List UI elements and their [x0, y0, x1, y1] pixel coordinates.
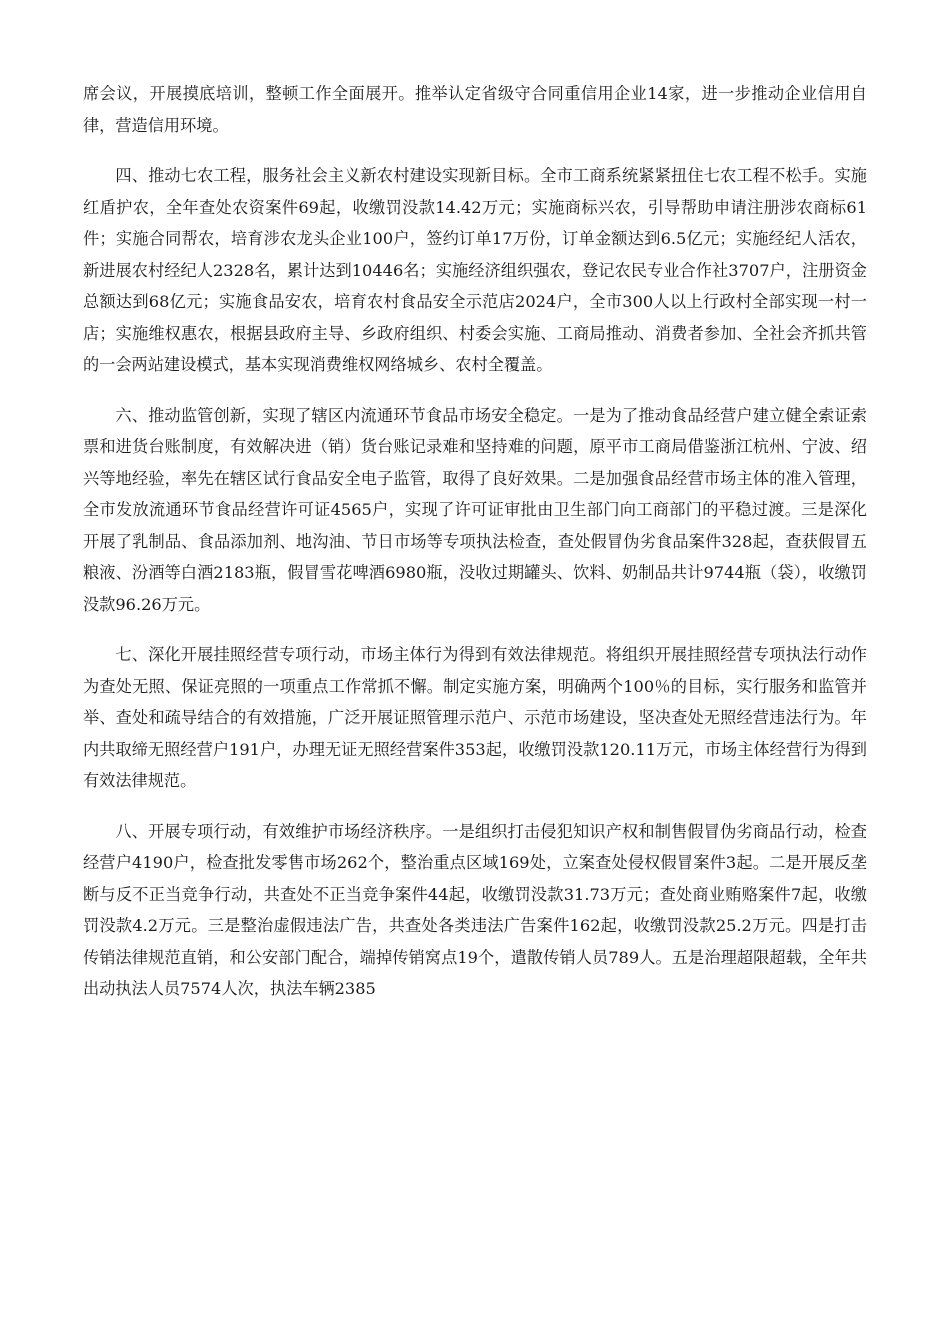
- paragraph-food-safety-supervision: 六、推动监管创新，实现了辖区内流通环节食品市场安全稳定。一是为了推动食品经营户建立健全索证索票和进货台账制度，有效解决进（销）货台账记录难和坚持难的问题，原平市工商局借鉴浙江杭州、宁波、绍兴等地经验，率先在辖区试行食品安全电子监管，取得了良好效果。二是加强食品经营市场主体的准入管理，全市发放流通环节食品经营许可证4565户，实现了许可证审批由卫生部门向工商部门的平稳过渡。三是深化开展了乳制品、食品添加剂、地沟油、节日市场等专项执法检查，查处假冒伪劣食品案件328起，查获假冒五粮液、汾酒等白酒2183瓶，假冒雪花啤酒6980瓶，没收过期罐头、饮料、奶制品共计9744瓶（袋），收缴罚没款96.26万元。: [83, 405, 867, 614]
- paragraph-continued: 席会议，开展摸底培训，整顿工作全面展开。推举认定省级守合同重信用企业14家，进一步推动企业信用自律，营造信用环境。: [83, 84, 867, 135]
- paragraph-license-display-campaign: 七、深化开展挂照经营专项行动，市场主体行为得到有效法律规范。将组织开展挂照经营专项执法行动作为查处无照、保证亮照的一项重点工作常抓不懈。制定实施方案，明确两个100％的目标，实行服务和监管并举、查处和疏导结合的有效措施，广泛开展证照管理示范户、示范市场建设，坚决查处无照经营违法行为。年内共取缔无照经营户191户，办理无证无照经营案件353起，收缴罚没款120.11万元，市场主体经营行为得到有效法律规范。: [83, 645, 867, 790]
- document-body: [83, 78, 867, 1024]
- paragraph-seven-agriculture-project: 四、推动七农工程，服务社会主义新农村建设实现新目标。全市工商系统紧紧扭住七农工程不松手。实施红盾护农，全年查处农资案件69起，收缴罚没款14.42万元；实施商标兴农，引导帮助申请注册涉农商标61件；实施合同帮农，培育涉农龙头企业100户，签约订单17万份，订单金额达到6.5亿元；实施经纪人活农，新进展农村经纪人2328名，累计达到10446名；实施经济组织强农，登记农民专业合作社3707户，注册资金总额达到68亿元；实施食品安农，培育农村食品安全示范店2024户，全市300人以上行政村全部实现一村一店；实施维权惠农，根据县政府主导、乡政府组织、村委会实施、工商局推动、消费者参加、全社会齐抓共管的一会两站建设模式，基本实现消费维权网络城乡、农村全覆盖。: [83, 166, 867, 374]
- paragraph-market-order-campaign: 八、开展专项行动，有效维护市场经济秩序。一是组织打击侵犯知识产权和制售假冒伪劣商品行动，检查经营户4190户，检查批发零售市场262个，整治重点区域169处，立案查处侵权假冒案件3起。二是开展反垄断与反不正当竞争行动，共查处不正当竞争案件44起，收缴罚没款31.73万元；查处商业贿赂案件7起，收缴罚没款4.2万元。三是整治虚假违法广告，共查处各类违法广告案件162起，收缴罚没款25.2万元。四是打击传销法律规范直销，和公安部门配合，端掉传销窝点19个，遣散传销人员789人。五是治理超限超载，全年共出动执法人员7574人次，执法车辆2385: [83, 821, 867, 998]
